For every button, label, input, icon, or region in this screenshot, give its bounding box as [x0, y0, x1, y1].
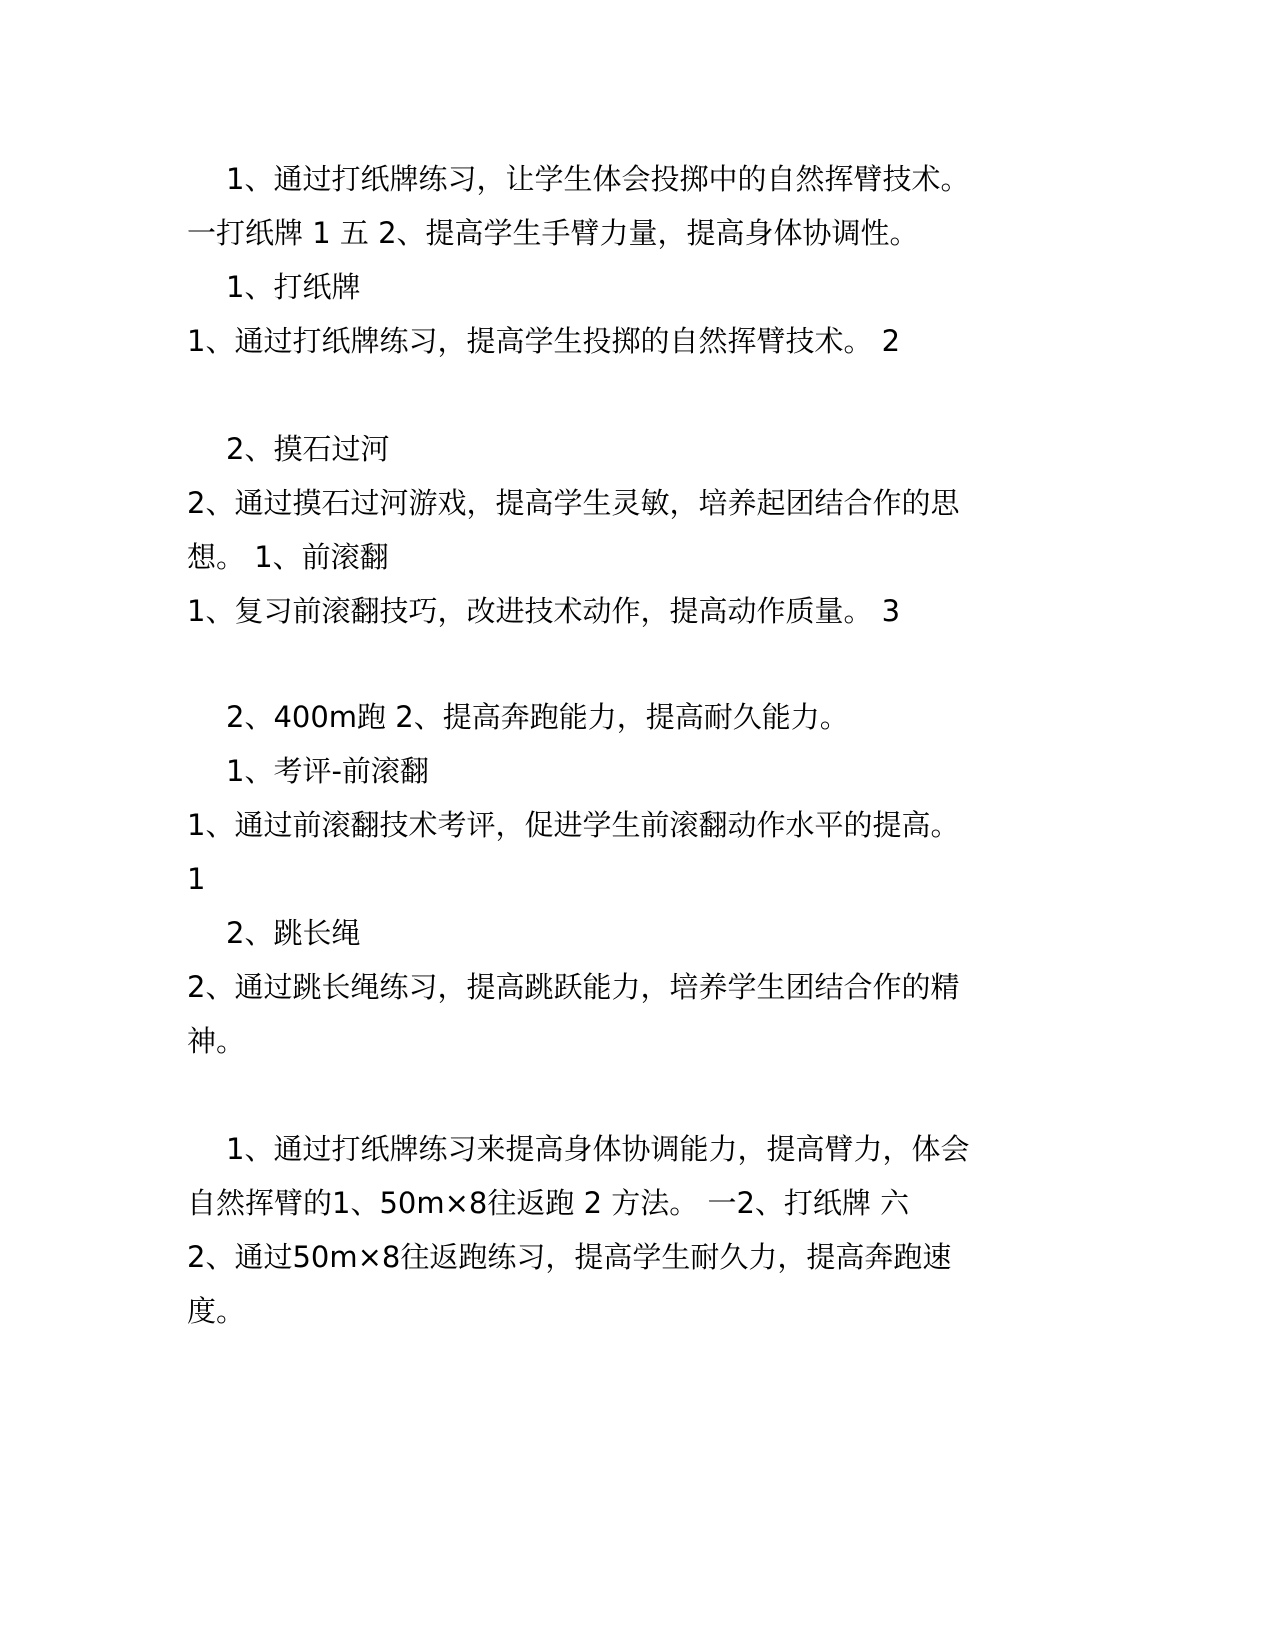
text-line-9: 2、400m跑 2、提高奔跑能力，提高耐久能力。 [226, 700, 849, 734]
text-line-1: 1、通过打纸牌练习，让学生体会投掷中的自然挥臂技术。 [226, 162, 970, 196]
text-line-15: 神。 [187, 1024, 246, 1058]
text-line-14: 2、通过跳长绳练习，提高跳跃能力，培养学生团结合作的精 [187, 970, 960, 1004]
text-line-7: 想。 1、前滚翻 [187, 540, 389, 574]
text-line-11: 1、通过前滚翻技术考评，促进学生前滚翻动作水平的提高。 [187, 808, 960, 842]
text-line-4: 1、通过打纸牌练习，提高学生投掷的自然挥臂技术。 2 [187, 324, 901, 358]
text-line-2: 一打纸牌 1 五 2、提高学生手臂力量，提高身体协调性。 [187, 216, 919, 250]
text-line-17: 自然挥臂的1、50m×8往返跑 2 方法。 一2、打纸牌 六 [187, 1186, 910, 1220]
text-line-3: 1、打纸牌 [226, 270, 361, 304]
text-line-18: 2、通过50m×8往返跑练习，提高学生耐久力，提高奔跑速 [187, 1240, 952, 1274]
text-line-12: 1 [187, 862, 206, 896]
text-line-10: 1、考评-前滚翻 [226, 754, 429, 788]
text-line-16: 1、通过打纸牌练习来提高身体协调能力，提高臂力，体会 [226, 1132, 970, 1166]
text-line-8: 1、复习前滚翻技巧，改进技术动作，提高动作质量。 3 [187, 594, 901, 628]
text-line-5: 2、摸石过河 [226, 432, 390, 466]
text-line-13: 2、跳长绳 [226, 916, 361, 950]
text-line-19: 度。 [187, 1294, 246, 1328]
text-line-6: 2、通过摸石过河游戏，提高学生灵敏，培养起团结合作的思 [187, 486, 960, 520]
